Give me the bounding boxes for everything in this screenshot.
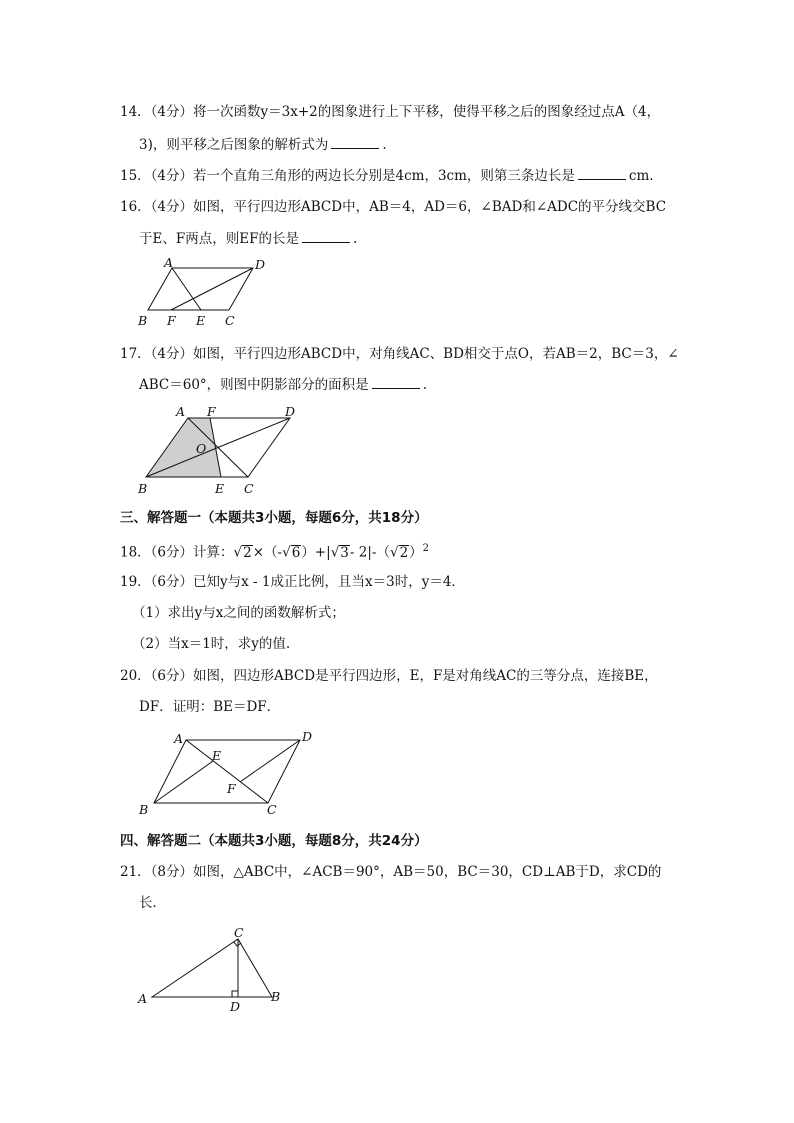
q19-sub1: （1）求出y与x之间的函数解析式； (132, 605, 345, 621)
q17-line2 (139, 374, 427, 395)
q21-label-d: D (230, 999, 241, 1014)
q14-line2-end: . (382, 137, 387, 153)
q19-line1: 19．（6分）已知y与x - 1成正比例，且当x＝3时，y＝4． (120, 574, 465, 590)
sqrt-sign: √ (233, 544, 243, 561)
q21-figure-lines (152, 939, 272, 997)
q16-parallelogram-figure (130, 255, 280, 330)
q17-line2-text: ABC＝60°，则图中阴影部分的面积是 (139, 377, 369, 393)
q20-label-a: A (174, 731, 184, 746)
q21-line2: 长． (139, 895, 166, 911)
q20-label-b: B (139, 802, 149, 817)
q19-sub2: （2）当x＝1时，求y的值. (132, 636, 291, 652)
sqrt-sign: √ (330, 544, 340, 561)
q18-end: ） (409, 544, 423, 561)
q18-radicand-2: 6 (291, 544, 301, 561)
q15-text: 15．（4分）若一个直角三角形的两边长分别是4cm，3cm，则第三条边长是 (120, 168, 575, 184)
q18-mid: ）+| (301, 544, 331, 561)
q18-mid2: - 2|-（ (349, 544, 390, 561)
q20-label-d: D (302, 729, 313, 744)
q17-label-a: A (176, 404, 186, 419)
q21-right-triangle-figure (130, 925, 300, 1015)
q14-line1: 14．（4分）将一次函数y＝3x+2的图象进行上下平移，使得平移之后的图象经过点A（4， (120, 104, 661, 120)
q21-label-b: B (271, 989, 281, 1004)
q21-right-angle-mark-d (232, 991, 238, 997)
q18-radicand-4: 2 (399, 544, 409, 561)
q16-label-f: F (167, 313, 176, 328)
q16-figure-lines (148, 268, 253, 310)
q17-label-o: O (196, 441, 207, 456)
q14-answer-blank (331, 134, 379, 149)
q16-line2-text: 于E、F两点，则EF的长是 (139, 231, 299, 247)
q16-line2-end: . (352, 231, 358, 247)
q18-times: ×（- (252, 544, 283, 561)
q15-line (120, 165, 654, 186)
q16-parallelogram (148, 268, 253, 310)
q15-answer-blank (578, 165, 626, 180)
q16-bisector-ae (172, 268, 201, 310)
q20-parallelogram-figure (130, 725, 330, 820)
q17-line2-end: . (422, 377, 427, 393)
q17-shaded-region (146, 418, 221, 477)
q15-unit: cm. (628, 168, 654, 184)
q16-label-b: B (138, 313, 148, 328)
q20-line2: DF．证明：BE＝DF． (139, 699, 281, 715)
q18-radicand-1: 2 (243, 544, 252, 561)
q21-label-a: A (138, 991, 148, 1006)
q21-triangle (152, 939, 272, 997)
q20-segment-df (240, 740, 300, 782)
q20-label-c: C (267, 802, 277, 817)
q17-label-d: D (285, 404, 296, 419)
q21-line1: 21．（8分）如图，△ABC中，∠ACB＝90°，AB＝50，BC＝30，CD⊥AB于D，求CD的 (120, 864, 662, 880)
q16-label-c: C (225, 313, 235, 328)
q20-segment-be (154, 761, 213, 803)
q17-parallelogram-figure (130, 402, 310, 497)
q17-label-f: F (207, 404, 216, 419)
q14-line2 (139, 134, 387, 155)
q17-line1: 17．（4分）如图，平行四边形ABCD中，对角线AC、BD相交于点O，若AB＝2，BC＝3，∠ (120, 346, 679, 362)
q16-label-d: D (255, 257, 266, 272)
sqrt-sign: √ (282, 544, 291, 561)
q21-label-c: C (234, 925, 244, 940)
q20-line1: 20．（6分）如图，四边形ABCD是平行四边形，E，F是对角线AC的三等分点，连接BE， (120, 668, 658, 684)
q16-line1: 16．（4分）如图，平行四边形ABCD中，AB＝4，AD＝6，∠BAD和∠ADC的平分线交BC (120, 199, 667, 215)
section-4-heading: 四、解答题二（本题共3小题，每题8分，共24分） (120, 833, 428, 849)
q16-line2 (139, 228, 357, 249)
q14-line2-text: 3)，则平移之后图象的解析式为 (139, 137, 329, 153)
q18-radicand-3: 3 (340, 544, 349, 561)
q17-label-e: E (215, 481, 225, 496)
q17-label-b: B (138, 481, 148, 496)
q20-label-e: E (212, 748, 222, 763)
q18-prefix: 18．（6分）计算： (120, 544, 234, 561)
q18-line (120, 539, 429, 563)
q20-label-f: F (227, 781, 236, 796)
q16-label-e: E (196, 313, 206, 328)
sqrt-sign: √ (389, 544, 399, 561)
section-3-heading: 三、解答题一（本题共3小题，每题6分，共18分） (120, 510, 428, 526)
q17-answer-blank (372, 374, 420, 389)
q18-exponent: 2 (422, 543, 430, 554)
q16-label-a: A (164, 255, 174, 270)
q16-answer-blank (302, 228, 350, 243)
q17-label-c: C (244, 481, 254, 496)
